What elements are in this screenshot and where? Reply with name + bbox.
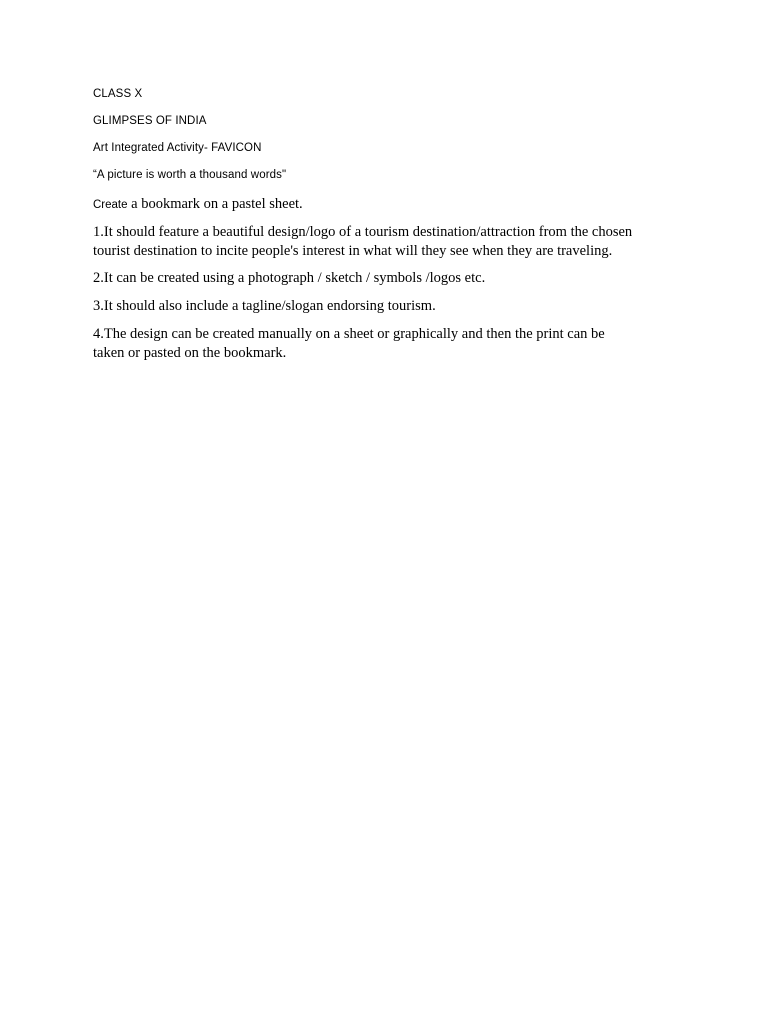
point-2-line-1: 2.It can be created using a photograph / sketch / symbols /logos etc. <box>93 270 486 286</box>
create-lead-word: Create <box>93 199 128 211</box>
chapter-heading: GLIMPSES OF INDIA <box>93 115 207 127</box>
point-1-line-2: tourist destination to incite people's interest in what will they see when they are traveling. <box>93 243 613 259</box>
point-4-line-2: taken or pasted on the bookmark. <box>93 345 287 361</box>
activity-heading: Art Integrated Activity- FAVICON <box>93 142 262 154</box>
point-4-line-1: 4.The design can be created manually on a sheet or graphically and then the print can be <box>93 326 605 342</box>
class-heading: CLASS X <box>93 88 143 100</box>
point-3 <box>93 297 693 316</box>
quote-line: “A picture is worth a thousand words" <box>93 169 287 181</box>
create-instruction <box>93 196 303 213</box>
point-4 <box>93 325 693 363</box>
point-1-line-1: 1.It should feature a beautiful design/logo of a tourism destination/attraction from the chosen <box>93 224 633 240</box>
point-2 <box>93 269 693 288</box>
point-1 <box>93 223 693 261</box>
point-3-line-1: 3.It should also include a tagline/slogan endorsing tourism. <box>93 298 436 314</box>
create-rest-text: a bookmark on a pastel sheet. <box>127 196 303 212</box>
